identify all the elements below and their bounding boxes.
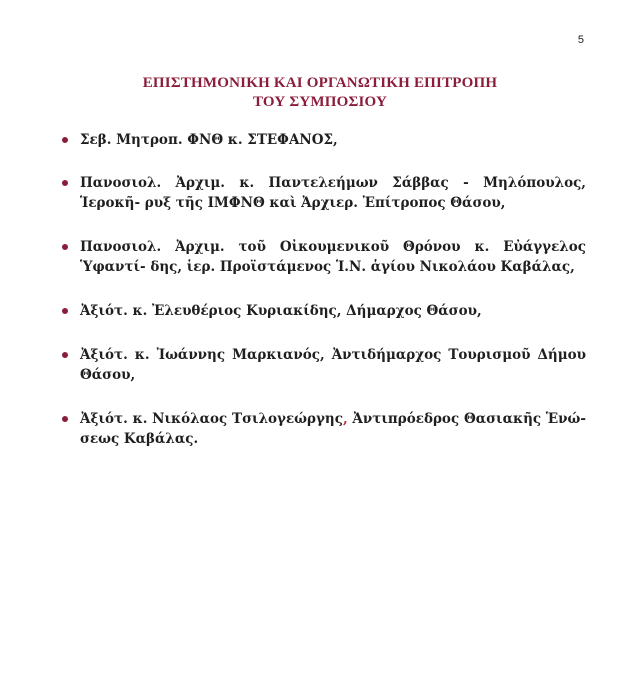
member-text: Σεβ. Μητροπ. ΦΝΘ κ. ΣΤΕΦΑΝΟΣ, — [80, 132, 338, 148]
title-line-2: ΤΟΥ ΣΥΜΠΟΣΙΟΥ — [252, 94, 388, 110]
member-text-before: Ἀξιότ. κ. Νικόλαος Τσιλογεώργης — [80, 411, 343, 427]
member-text: Ἀξιότ. κ. Ἐλευθέριος Κυριακίδης, Δήμαρχος Θάσου, — [80, 303, 482, 319]
member-text: Πανοσιολ. Ἀρχιμ. τοῦ Οἰκουμενικοῦ Θρόνου κ. Εὐάγγελος Ὑφαντί- δης, ἱερ. Προϊστάμενος Ἱ.Ν. ἁγίου Νικολάου Καβάλας, — [80, 239, 586, 275]
list-item — [60, 409, 586, 449]
list-item — [60, 173, 586, 213]
committee-member-list — [60, 130, 586, 473]
member-text: Ἀξιότ. κ. Ἰωάννης Μαρκιανός, Ἀντιδήμαρχος Τουρισμοῦ Δήμου Θάσου, — [80, 347, 586, 383]
committee-title — [60, 74, 580, 112]
member-comma: , — [342, 411, 348, 427]
bullet-icon — [62, 416, 68, 422]
list-item — [60, 301, 586, 321]
list-item — [60, 130, 586, 150]
member-text-after: Ἀντιπρόεδρος Θασιακῆς Ἑνώ- σεως Καβάλας. — [80, 411, 586, 447]
member-text: Πανοσιολ. Ἀρχιμ. κ. Παντελεήμων Σάββας - Μηλόπουλος, Ἱεροκῆ- ρυξ τῆς ΙΜΦΝΘ καὶ Ἀρχιερ. Ἐπίτροπος Θάσου, — [80, 175, 586, 211]
list-item — [60, 237, 586, 277]
title-line-1: ΕΠΙΣΤΗΜΟΝΙΚΗ ΚΑΙ ΟΡΓΑΝΩΤΙΚΗ ΕΠΙΤΡΟΠΗ — [142, 75, 498, 91]
bullet-icon — [62, 308, 68, 314]
bullet-icon — [62, 137, 68, 143]
bullet-icon — [62, 180, 68, 186]
page-number: 5 — [577, 34, 584, 46]
list-item — [60, 345, 586, 385]
bullet-icon — [62, 352, 68, 358]
bullet-icon — [62, 244, 68, 250]
